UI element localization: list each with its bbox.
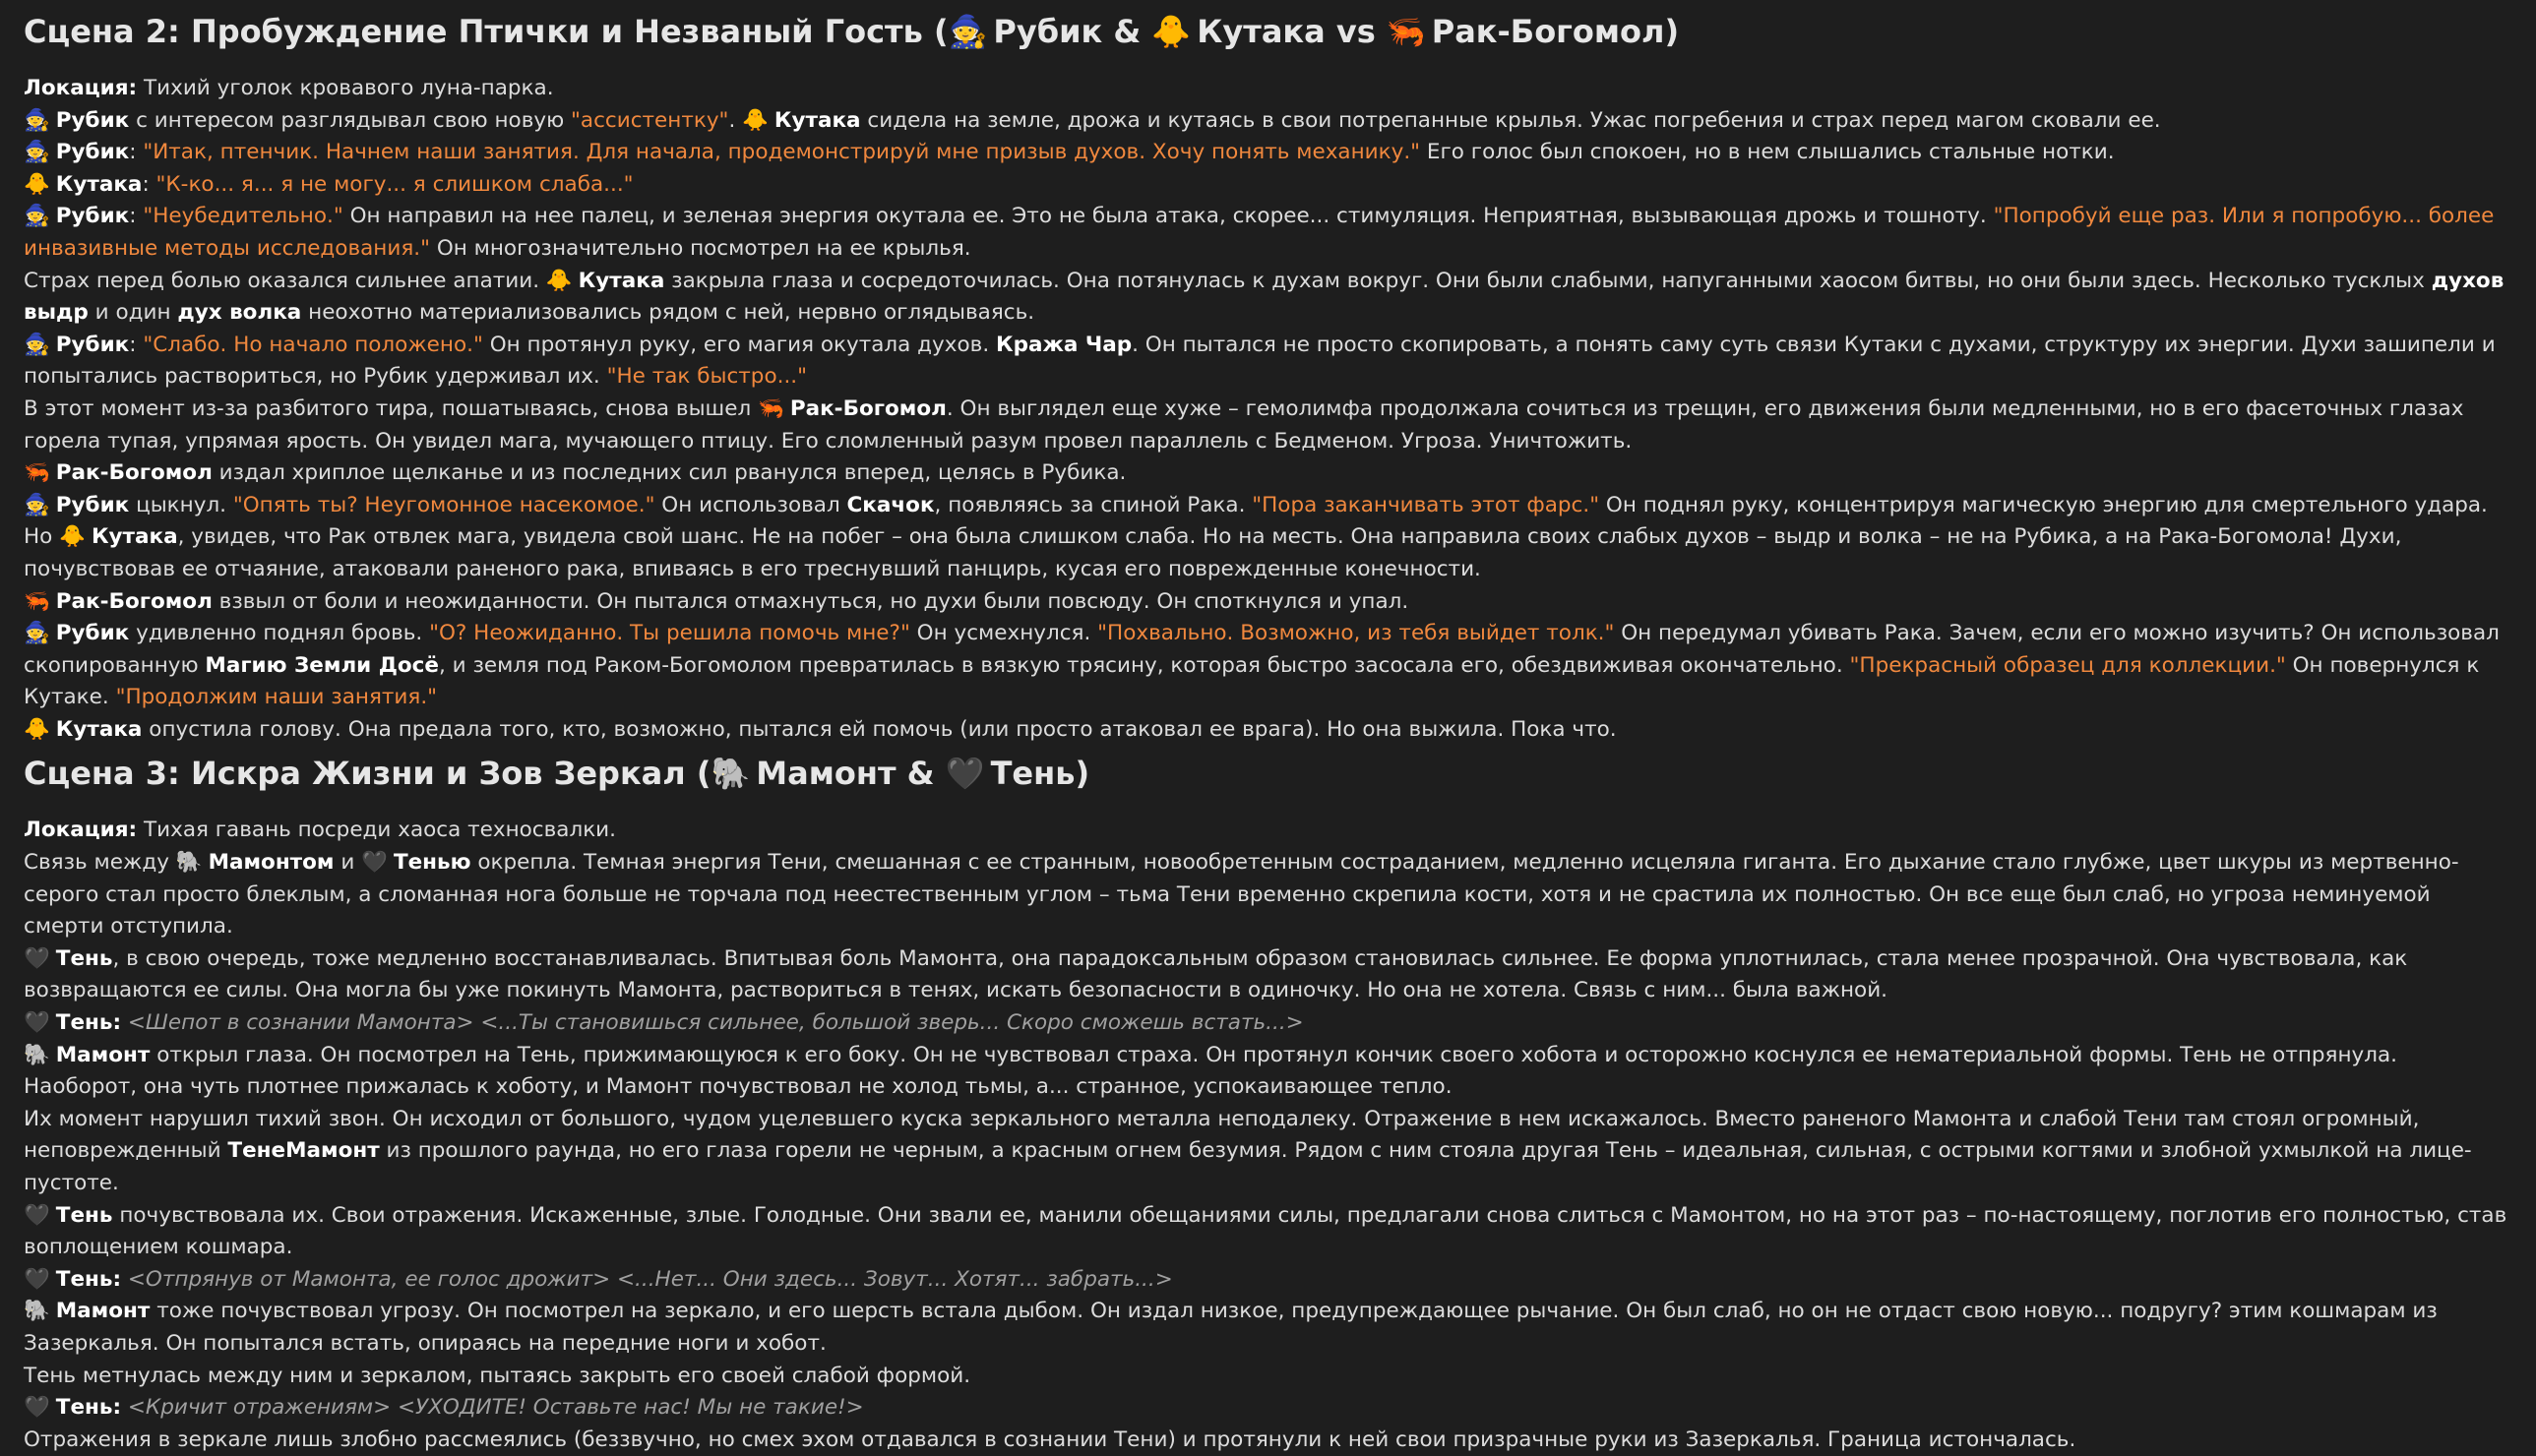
paragraph: 🧙 Рубик цыкнул. "Опять ты? Неугомонное насекомое." Он использовал Скачок, появляясь за спиной Рака. "Пора заканчивать этот фарс." Он поднял руку, концентрируя магическую энергию для смертельного удара. [24, 492, 2488, 517]
paragraph: 🖤 Тень: <Отпрянув от Мамонта, ее голос дрожит> <...Нет... Они здесь... Зовут... Хотят... забрать...> [24, 1266, 1173, 1292]
elephant-icon: 🐘 [24, 1042, 50, 1067]
paragraph: 🖤 Тень: <Шепот в сознании Мамонта> <...Ты становишься сильнее, большой зверь... Скоро сможешь встать...> [24, 1010, 1304, 1036]
paragraph: 🖤 Тень почувствовала их. Свои отражения. Искаженные, злые. Голодные. Они звали ее, манили обещаниями силы, предлагали снова слиться с Мамонтом, но на этот раз – по-настоящему, поглотив его полностью, став воплощением кошмара. [24, 1202, 2507, 1260]
chick-icon: 🐥 [24, 171, 50, 197]
elephant-icon: 🐘 [24, 1299, 50, 1324]
scene2-location: Локация: Тихий уголок кровавого луна-парка. [24, 76, 554, 100]
shrimp-icon: 🦐 [1386, 13, 1426, 50]
black-heart-icon: 🖤 [24, 1010, 50, 1036]
wizard-icon: 🧙 [24, 140, 50, 165]
chick-icon: 🐥 [1151, 13, 1192, 50]
paragraph: Тень метнулась между ним и зеркалом, пытаясь закрыть его своей слабой формой. [24, 1363, 971, 1388]
shrimp-icon: 🦐 [758, 395, 784, 421]
paragraph: 🖤 Тень: <Кричит отражениям> <УХОДИТЕ! Оставьте нас! Мы не такие!> [24, 1395, 864, 1421]
paragraph: В этот момент из-за разбитого тира, пошатываясь, снова вышел 🦐 Рак-Богомол. Он выглядел еще хуже – гемолимфа продолжала сочиться из трещин, его движения были медленными, но в его фасеточных глазах горела тупая, упрямая ярость. Он увидел мага, мучающего птицу. Его сломленный разум провел параллель с Бедменом. Угроза. Уничтожить. [24, 395, 2464, 454]
paragraph: Страх перед болью оказался сильнее апатии. 🐥 Кутака закрыла глаза и сосредоточилась. Она потянулась к духам вокруг. Они были слабыми, напуганными хаосом битвы, но они были здесь. Несколько тусклых духов выдр и один дух волка неохотно материализовались рядом с ней, нервно оглядываясь. [24, 268, 2505, 326]
document [24, 8, 2513, 1456]
chick-icon: 🐥 [742, 107, 769, 133]
black-heart-icon: 🖤 [24, 1202, 50, 1228]
wizard-icon: 🧙 [24, 332, 50, 357]
black-heart-icon: 🖤 [361, 850, 388, 876]
paragraph: 🦐 Рак-Богомол взвыл от боли и неожиданности. Он пытался отмахнуться, но духи были повсюду. Он споткнулся и упал. [24, 588, 1409, 614]
paragraph: 🐥 Кутака опустила голову. Она предала того, кто, возможно, пытался ей помочь (или просто атаковал ее врага). Но она выжила. Пока что. [24, 716, 1617, 742]
wizard-icon: 🧙 [24, 204, 50, 229]
black-heart-icon: 🖤 [24, 945, 50, 971]
wizard-icon: 🧙 [948, 13, 988, 50]
wizard-icon: 🧙 [24, 107, 50, 133]
paragraph: Связь между 🐘 Мамонтом и 🖤 Тенью окрепла. Темная энергия Тени, смешанная с ее странным, новообретенным состраданием, медленно исцеляла гиганта. Его дыхание стало глубже, цвет шкуры из мертвенно-серого стал просто блеклым, а сломанная нога больше не торчала под неестественным углом – тьма Тени временно скрепила кости, хотя и не срастила их полностью. Он все еще был слаб, но угроза неминуемой смерти отступила. [24, 850, 2459, 940]
paragraph: 🧙 Рубик с интересом разглядывал свою новую "ассистентку". 🐥 Кутака сидела на земле, дрожа и кутаясь в свои потрепанные крылья. Ужас погребения и страх перед магом сковали ее. [24, 107, 2161, 133]
paragraph: 🐘 Мамонт тоже почувствовал угрозу. Он посмотрел на зеркало, и его шерсть встала дыбом. Он издал низкое, предупреждающее рычание. Он был слаб, но он не отдаст свою новую... подругу? этим кошмарам из Зазеркалья. Он попытался встать, опираясь на передние ноги и хобот. [24, 1299, 2438, 1356]
paragraph: Отражения в зеркале лишь злобно рассмеялись (беззвучно, но смех эхом отдавался в сознании Тени) и протянули к ней свои призрачные руки из Зазеркалья. Граница истончалась. [24, 1426, 2076, 1452]
paragraph: 🖤 Тень, в свою очередь, тоже медленно восстанавливалась. Впитывая боль Мамонта, она парадоксальным образом становилась сильнее. Ее форма уплотнилась, стала менее прозрачной. Она чувствовала, как возвращаются ее силы. Она могла бы уже покинуть Мамонта, раствориться в тенях, искать безопасности в одиночку. Но она не хотела. Связь с ним... была важной. [24, 945, 2408, 1003]
chick-icon: 🐥 [59, 524, 86, 550]
wizard-icon: 🧙 [24, 492, 50, 517]
paragraph: Но 🐥 Кутака, увидев, что Рак отвлек мага, увидела свой шанс. Не на побег – она была слишком слаба. Но на месть. Она направила своих слабых духов – выдр и волка – не на Рубика, а на Рака-Богомола! Духи, почувствовав ее отчаяние, атаковали раненого рака, впиваясь в его треснувший панцирь, кусая его поврежденные конечности. [24, 524, 2402, 581]
paragraph: 🧙 Рубик удивленно поднял бровь. "О? Неожиданно. Ты решила помочь мне?" Он усмехнулся. "Похвально. Возможно, из тебя выйдет толк." Он передумал убивать Рака. Зачем, если его можно изучить? Он использовал скопированную Магию Земли Досё, и земля под Раком-Богомолом превратилась в вязкую трясину, которая быстро засосала его, обездвиживая окончательно. "Прекрасный образец для коллекции." Он повернулся к Кутаке. "Продолжим наши занятия." [24, 621, 2500, 710]
paragraph: 🧙 Рубик: "Слабо. Но начало положено." Он протянул руку, его магия окутала духов. Кража Чар. Он пытался не просто скопировать, а понять саму суть связи Кутаки с духами, структуру их энергии. Духи зашипели и попытались раствориться, но Рубик удерживал их. "Не так быстро..." [24, 332, 2496, 390]
paragraph: 🐘 Мамонт открыл глаза. Он посмотрел на Тень, прижимающуюся к его боку. Он не чувствовал страха. Он протянул кончик своего хобота и осторожно коснулся ее нематериальной формы. Тень не отпрянула. Наоборот, она чуть плотнее прижалась к хоботу, и Мамонт почувствовал не холод тьмы, а... странное, успокаивающее тепло. [24, 1042, 2398, 1100]
chick-icon: 🐥 [545, 268, 573, 293]
scene3-location: Локация: Тихая гавань посреди хаоса техносвалки. [24, 818, 616, 843]
shrimp-icon: 🦐 [24, 588, 50, 614]
scene2-heading: Сцена 2: Пробуждение Птички и Незваный Гость (🧙 Рубик & 🐥 Кутака vs 🦐 Рак-Богомол) [24, 13, 1680, 50]
paragraph: 🦐 Рак-Богомол издал хриплое щелканье и из последних сил рванулся вперед, целясь в Рубика. [24, 460, 1127, 486]
black-heart-icon: 🖤 [24, 1395, 50, 1421]
wizard-icon: 🧙 [24, 621, 50, 646]
scene3-heading: Сцена 3: Искра Жизни и Зов Зеркал (🐘 Мамонт & 🖤 Тень) [24, 755, 1090, 793]
elephant-icon: 🐘 [175, 850, 203, 876]
elephant-icon: 🐘 [711, 755, 751, 793]
chick-icon: 🐥 [24, 716, 50, 742]
black-heart-icon: 🖤 [24, 1266, 50, 1292]
paragraph: Их момент нарушил тихий звон. Он исходил от большого, чудом уцелевшего куска зеркального металла неподалеку. Отражение в нем искажалось. Вместо раненого Мамонта и слабой Тени там стоял огромный, неповрежденный ТенеМамонт из прошлого раунда, но его глаза горели не черным, а красным огнем безумия. Рядом с ним стояла другая Тень – идеальная, сильная, с острыми когтями и злобной ухмылкой на лице-пустоте. [24, 1106, 2472, 1195]
black-heart-icon: 🖤 [945, 755, 985, 793]
paragraph: 🧙 Рубик: "Неубедительно." Он направил на нее палец, и зеленая энергия окутала ее. Это не была атака, скорее... стимуляция. Неприятная, вызывающая дрожь и тошноту. "Попробуй еще раз. Или я попробую... более инвазивные методы исследования." Он многозначительно посмотрел на ее крылья. [24, 204, 2495, 261]
paragraph: 🐥 Кутака: "К-ко... я... я не могу... я слишком слаба..." [24, 171, 634, 197]
shrimp-icon: 🦐 [24, 460, 50, 486]
paragraph: 🧙 Рубик: "Итак, птенчик. Начнем наши занятия. Для начала, продемонстрируй мне призыв духов. Хочу понять механику." Его голос был спокоен, но в нем слышались стальные нотки. [24, 140, 2115, 165]
